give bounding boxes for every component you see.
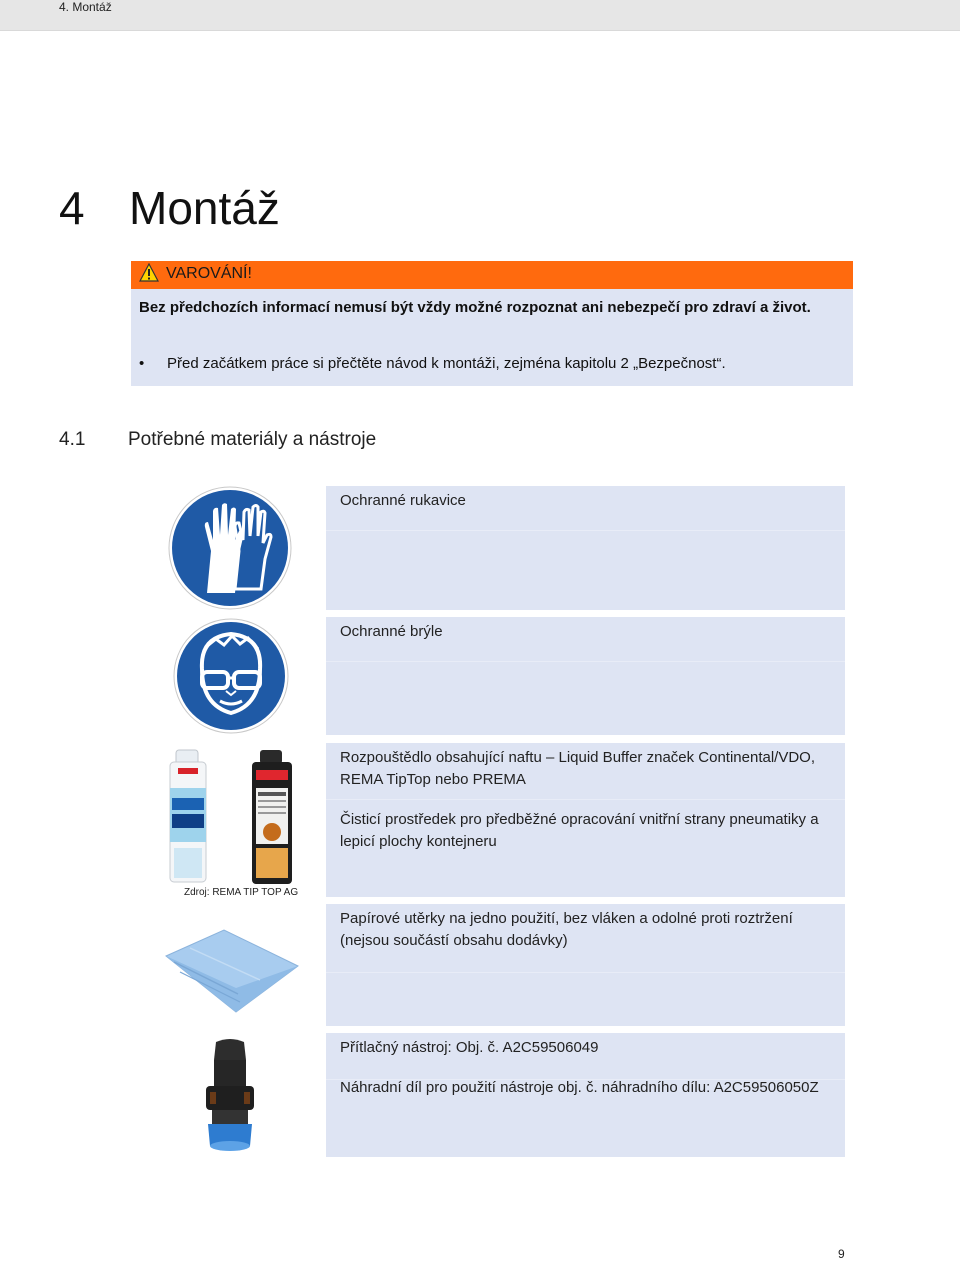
item-goggles-panel (326, 617, 845, 735)
warning-text: Bez předchozích informací nemusí být vždy možné rozpoznat ani nebezpečí pro zdraví a život. (139, 299, 811, 316)
paper-towel-image (160, 922, 302, 1022)
goggles-mandatory-icon (172, 617, 290, 735)
item-gloves-panel (326, 486, 845, 610)
warning-triangle-icon (139, 263, 159, 283)
warning-header (131, 261, 853, 289)
item-solvent-text: Rozpouštědlo obsahující naftu – Liquid Buffer značek Continental/VDO, REMA TipTop nebo PREMA (340, 749, 816, 788)
panel-separator (326, 972, 845, 973)
item-towels-panel (326, 904, 845, 1026)
item-goggles-text: Ochranné brýle (340, 623, 443, 640)
warning-bullet-text: Před začátkem práce si přečtěte návod k montáži, zejména kapitolu 2 „Bezpečnost“. (167, 355, 726, 372)
item-gloves-text: Ochranné rukavice (340, 492, 466, 509)
press-tool-image (198, 1036, 262, 1154)
page-number: 9 (838, 1247, 845, 1261)
item-press-tool-panel (326, 1033, 845, 1157)
warning-label: VAROVÁNÍ! (166, 265, 252, 282)
chapter-title: Montáž (129, 182, 280, 234)
warning-box (131, 261, 853, 386)
warning-bullet (139, 355, 726, 372)
image-source-caption: Zdroj: REMA TIP TOP AG (184, 887, 299, 898)
section-heading (59, 429, 376, 451)
chapter-number: 4 (59, 182, 85, 234)
chapter-heading (59, 181, 280, 235)
gloves-mandatory-icon (167, 485, 293, 611)
item-cleaner-text: Čisticí prostředek pro předběžné opracování vnitřní strany pneumatiky a lepicí plochy kontejneru (340, 811, 819, 850)
panel-separator (326, 799, 845, 800)
item-solvent-panel (326, 743, 845, 897)
panel-separator (326, 530, 845, 531)
section-number: 4.1 (59, 429, 86, 450)
item-press-tool-text: Přítlačný nástroj: Obj. č. A2C59506049 (340, 1039, 599, 1056)
running-header (0, 0, 960, 31)
spray-cans-image (166, 748, 296, 886)
running-header-title: 4. Montáž (59, 0, 112, 14)
section-title: Potřebné materiály a nástroje (128, 429, 377, 450)
bullet-icon: • (139, 355, 145, 372)
item-spare-part-text: Náhradní díl pro použití nástroje obj. č. náhradního dílu: A2C59506050Z (340, 1079, 819, 1096)
panel-separator (326, 661, 845, 662)
item-towels-text: Papírové utěrky na jedno použití, bez vláken a odolné proti roztržení (nejsou součástí obsahu dodávky) (340, 910, 793, 949)
